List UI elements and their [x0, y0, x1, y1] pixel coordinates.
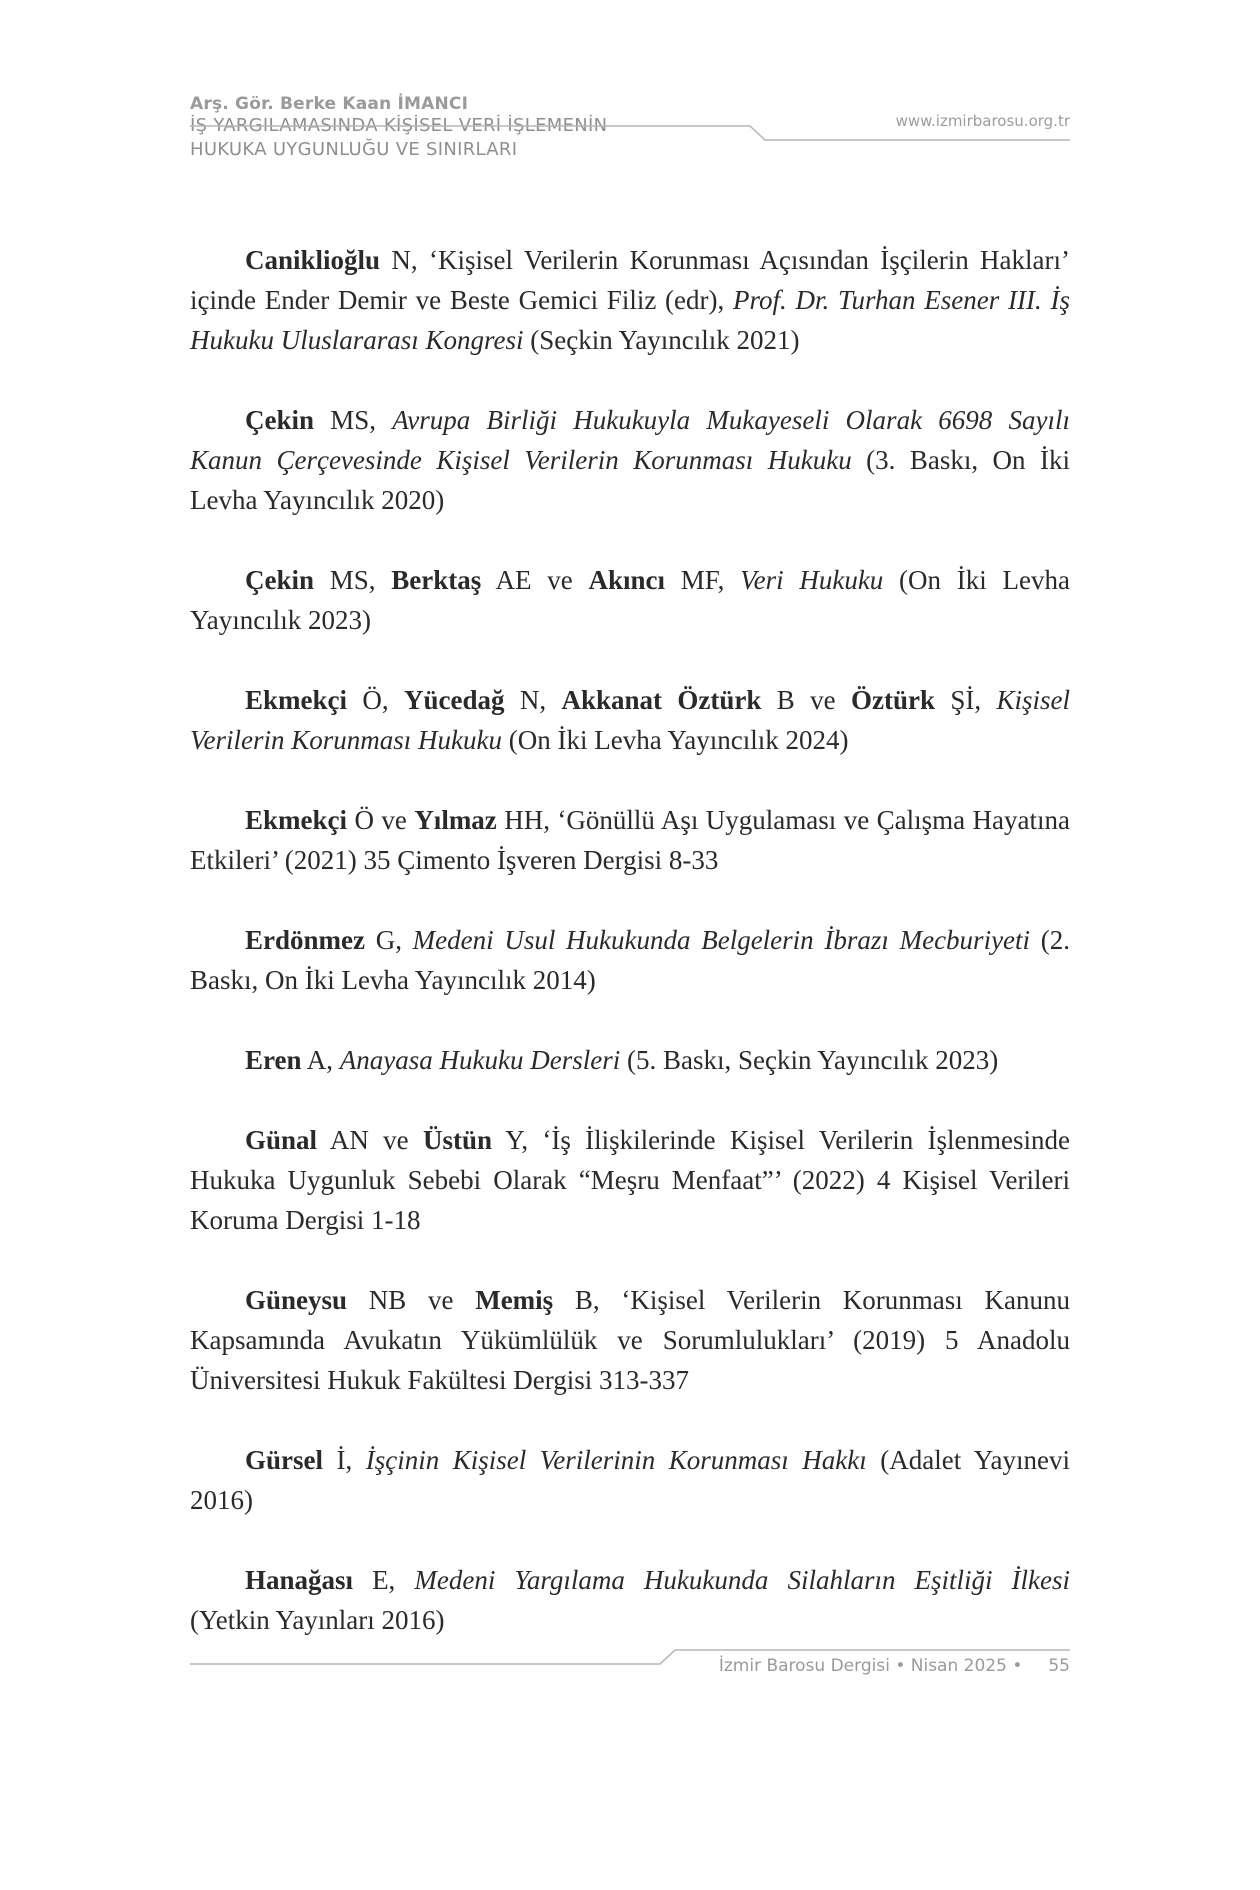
reference-text: AE ve [481, 565, 589, 595]
reference-text: Ö ve [347, 805, 415, 835]
reference-text: (5. Baskı, Seçkin Yayıncılık 2023) [620, 1045, 999, 1075]
reference-text: E, [353, 1565, 415, 1595]
author-surname: Öztürk [851, 685, 935, 715]
author-surname: Ekmekçi [245, 685, 348, 715]
work-title: İşçinin Kişisel Verilerinin Korunması Hakkı [365, 1445, 867, 1475]
reference-entry [190, 800, 1070, 880]
article-title-line-1: İŞ YARGILAMASINDA KİŞİSEL VERİ İŞLEMENİN [190, 115, 608, 136]
author-surname: Hanağası [245, 1565, 354, 1595]
work-title: Avrupa Birliği Hukukuyla Mukayeseli Olarak 6698 Sayılı Kanun Çerçevesinde Kişisel Verilerin Korunması Hukuku [190, 405, 1070, 475]
article-title-line-2: HUKUKA UYGUNLUĞU VE SINIRLARI [190, 139, 518, 160]
author-surname: Eren [245, 1045, 302, 1075]
reference-entry [190, 240, 1070, 360]
reference-text: (On İki Levha Yayıncılık 2023) [190, 565, 1070, 635]
author-surname: Akıncı [588, 565, 666, 595]
reference-text: (Yetkin Yayınları 2016) [190, 1605, 445, 1635]
author-surname: Memiş [475, 1285, 554, 1315]
author-name: Arş. Gör. Berke Kaan İMANCI [190, 94, 469, 114]
author-surname: Erdönmez [245, 925, 365, 955]
reference-text: (3. Baskı, On İki Levha Yayıncılık 2020) [190, 445, 1070, 515]
footer-text [719, 1656, 1070, 1676]
reference-entry [190, 1440, 1070, 1520]
work-title: Kişisel Verilerin Korunması Hukuku [190, 685, 1071, 755]
reference-text: (Seçkin Yayıncılık 2021) [523, 325, 800, 355]
reference-text: B ve [761, 685, 851, 715]
reference-text: Ö, [347, 685, 404, 715]
reference-text: B, ‘Kişisel Verilerin Korunması Kanunu Kapsamında Avukatın Yükümlülük ve Sorumlulukları’ (2019) 5 Anadolu Üniversitesi Hukuk Fakültesi Dergisi 313-337 [190, 1285, 1070, 1395]
reference-text: MF, [665, 565, 741, 595]
work-title: Anayasa Hukuku Dersleri [339, 1045, 621, 1075]
reference-entry [190, 920, 1070, 1000]
reference-text: N, [504, 685, 562, 715]
journal-issue: İzmir Barosu Dergisi • Nisan 2025 • [718, 1656, 1023, 1676]
reference-text: (2. Baskı, On İki Levha Yayıncılık 2014) [190, 925, 1070, 995]
reference-text: A, [301, 1045, 340, 1075]
website-url: www.izmirbarosu.org.tr [895, 112, 1070, 130]
author-surname: Yücedağ [404, 685, 505, 715]
reference-text: İ, [323, 1445, 366, 1475]
work-title: Veri Hukuku [740, 565, 884, 595]
page-number: 55 [1048, 1656, 1070, 1676]
author-surname: Üstün [422, 1125, 492, 1155]
reference-text: MS, [314, 565, 392, 595]
author-surname: Yılmaz [414, 805, 497, 835]
reference-text: Y, ‘İş İlişkilerinde Kişisel Verilerin İşlenmesinde Hukuka Uygunluk Sebebi Olarak “Meşru Menfaat”’ (2022) 4 Kişisel Verileri Koruma Dergisi 1-18 [190, 1125, 1070, 1235]
reference-text: G, [364, 925, 413, 955]
reference-entry [190, 1560, 1070, 1640]
reference-text: HH, ‘Gönüllü Aşı Uygulaması ve Çalışma Hayatına Etkileri’ (2021) 35 Çimento İşveren Dergisi 8-33 [190, 805, 1070, 875]
reference-entry [190, 400, 1070, 520]
reference-text: N, ‘Kişisel Verilerin Korunması Açısından İşçilerin Hakları’ içinde Ender Demir ve Beste Gemici Filiz (edr), [190, 245, 1070, 315]
bibliography-list [190, 240, 1070, 1680]
author-surname: Günal [245, 1125, 318, 1155]
reference-text: (On İki Levha Yayıncılık 2024) [501, 725, 849, 755]
author-surname: Berktaş [391, 565, 482, 595]
author-surname: Güneysu [245, 1285, 348, 1315]
reference-entry [190, 1280, 1070, 1400]
reference-entry [190, 1040, 1070, 1080]
work-title: Prof. Dr. Turhan Esener III. İş Hukuku Uluslararası Kongresi [190, 285, 1070, 355]
author-surname: Ekmekçi [245, 805, 348, 835]
author-surname: Caniklioğlu [245, 245, 381, 275]
author-surname: Çekin [245, 405, 315, 435]
page-footer [190, 1640, 1070, 1680]
work-title: Medeni Usul Hukukunda Belgelerin İbrazı Mecburiyeti [412, 925, 1031, 955]
work-title: Medeni Yargılama Hukukunda Silahların Eşitliği İlkesi [414, 1565, 1070, 1595]
reference-text: (Adalet Yayınevi 2016) [190, 1445, 1070, 1515]
reference-text: MS, [314, 405, 393, 435]
reference-text: NB ve [347, 1285, 476, 1315]
author-surname: Akkanat Öztürk [561, 685, 762, 715]
author-surname: Gürsel [245, 1445, 323, 1475]
author-surname: Çekin [245, 565, 315, 595]
header-rule [190, 118, 1070, 148]
reference-text: AN ve [317, 1125, 423, 1155]
reference-text: Şİ, [935, 685, 997, 715]
reference-entry [190, 1120, 1070, 1240]
reference-entry [190, 560, 1070, 640]
reference-entry [190, 680, 1070, 760]
